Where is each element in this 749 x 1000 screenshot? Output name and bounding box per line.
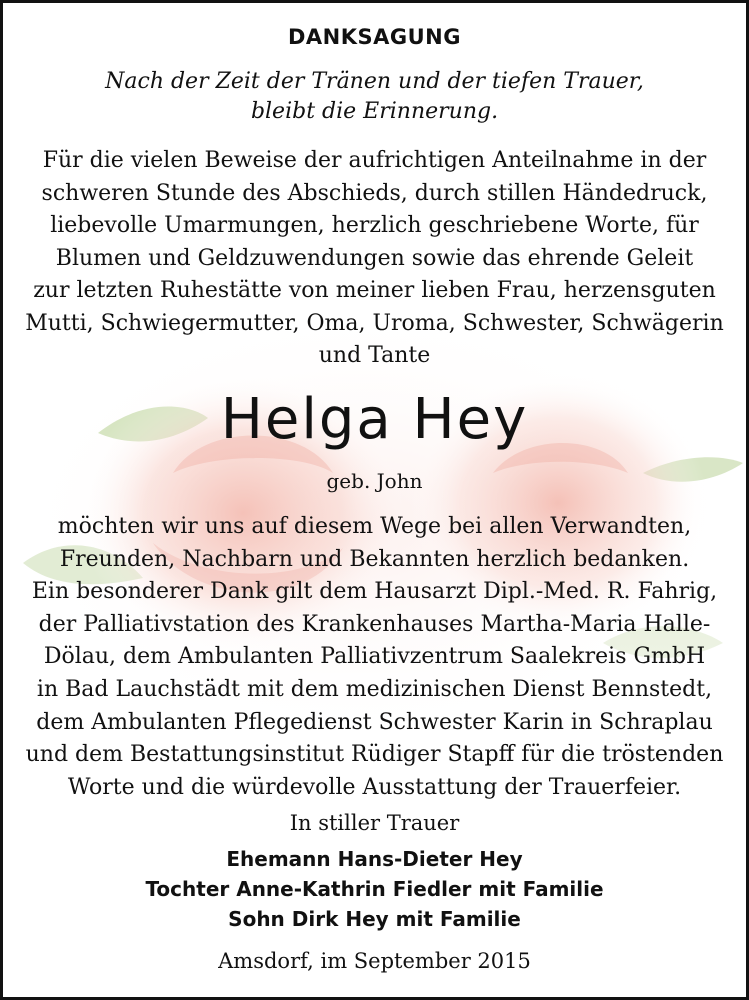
notice-title: DANKSAGUNG	[287, 25, 461, 49]
motto-line: bleibt die Erinnerung.	[250, 99, 499, 124]
birth-name: geb. John	[326, 469, 423, 493]
intro-line: Mutti, Schwiegermutter, Oma, Uroma, Schwester, Schwägerin	[25, 310, 724, 336]
thanks-line: und dem Bestattungsinstitut Rüdiger Stapff für die tröstenden	[25, 742, 724, 768]
thanks-line: Worte und die würdevolle Ausstattung der Trauerfeier.	[67, 774, 682, 800]
deceased-name: Helga Hey	[220, 387, 529, 452]
thanks-line: der Palliativstation des Krankenhauses Martha-Maria Halle-	[38, 611, 711, 637]
motto-line: Nach der Zeit der Tränen und der tiefen Trauer,	[105, 69, 644, 94]
mourners-list	[3, 844, 746, 934]
thanks-line: möchten wir uns auf diesem Wege bei allen Verwandten,	[57, 514, 692, 539]
thanks-line: Freunden, Nachbarn und Bekannten herzlich bedanken.	[59, 546, 690, 572]
intro-line: zur letzten Ruhestätte von meiner lieben Frau, herzensguten	[33, 278, 716, 303]
thanks-line: Ein besonderer Dank gilt dem Hausarzt Dipl.-Med. R. Fahrig,	[31, 579, 718, 605]
closing-phrase: In stiller Trauer	[289, 811, 460, 835]
intro-line: Blumen und Geldzuwendungen sowie das ehrende Geleit	[55, 245, 694, 271]
motto-quote	[3, 67, 746, 127]
thanks-line: dem Ambulanten Pflegedienst Schwester Karin in Schraplau	[36, 709, 713, 735]
intro-line: Für die vielen Beweise der aufrichtigen Anteilnahme in der	[42, 148, 707, 173]
intro-line: liebevolle Umarmungen, herzlich geschriebene Worte, für	[50, 213, 699, 238]
place-and-date: Amsdorf, im September 2015	[218, 949, 531, 973]
thanks-line: in Bad Lauchstädt mit dem medizinischen Dienst Bennstedt,	[36, 676, 713, 702]
intro-line: schweren Stunde des Abschieds, durch stillen Händedruck,	[41, 180, 708, 206]
thanks-paragraph	[3, 511, 746, 804]
mourner-name: Sohn Dirk Hey mit Familie	[228, 907, 521, 931]
mourner-name: Tochter Anne-Kathrin Fiedler mit Familie	[145, 877, 604, 901]
mourner-name: Ehemann Hans-Dieter Hey	[226, 847, 523, 871]
thanks-line: Dölau, dem Ambulanten Palliativzentrum Saalekreis GmbH	[43, 644, 706, 670]
intro-paragraph	[3, 145, 746, 373]
intro-line: und Tante	[318, 343, 431, 368]
